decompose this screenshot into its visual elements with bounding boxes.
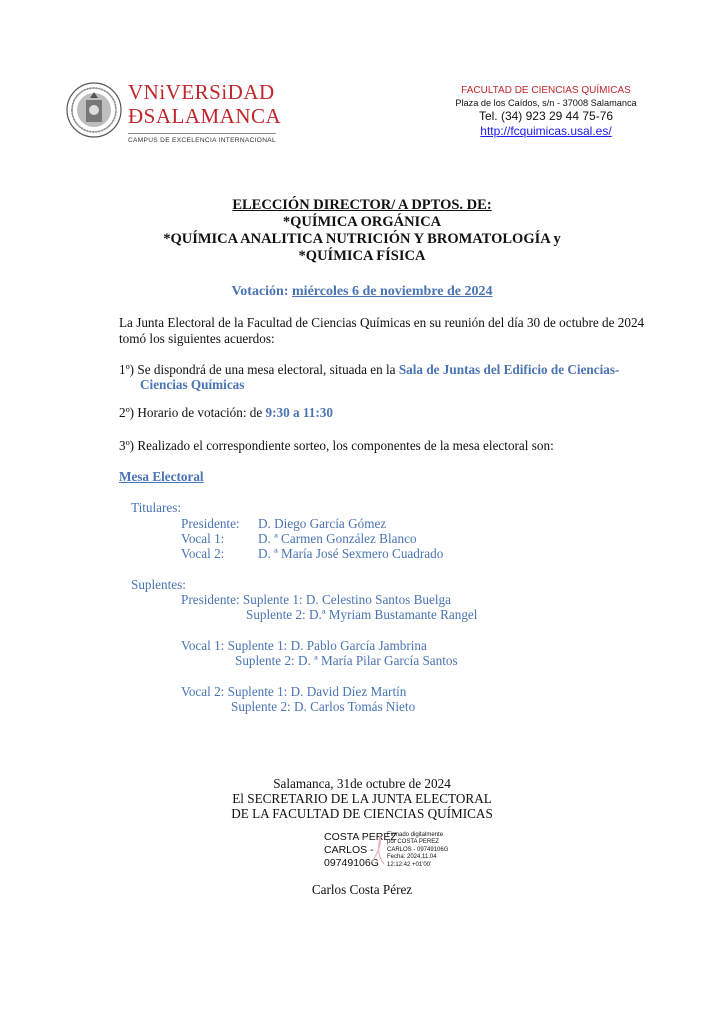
- logo-campus-text: CAMPUS DE EXCELENCIA INTERNACIONAL: [128, 137, 276, 144]
- suplente-presidente-2: Suplente 2: D.ª Myriam Bustamante Rangel: [246, 607, 478, 622]
- logo-text-line1: VNiVERSiDAD: [128, 80, 275, 104]
- university-logo: [66, 78, 282, 150]
- intro-line-2: tomó los siguientes acuerdos:: [119, 331, 275, 346]
- title-line-3: *QUÍMICA ANALITICA NUTRICIÓN Y BROMATOLOGÍA y: [163, 231, 561, 247]
- titular-role: Vocal 1:: [181, 531, 225, 546]
- faculty-header: [446, 85, 646, 138]
- logo-divider: [128, 133, 276, 134]
- signer-role-line-1: El SECRETARIO DE LA JUNTA ELECTORAL: [232, 791, 492, 806]
- titular-role: Presidente:: [181, 516, 240, 531]
- intro-line-1: La Junta Electoral de la Facultad de Ciencias Químicas en su reunión del día 30 de octubre de 2024: [119, 315, 645, 330]
- agreement-1-text: 1º) Se dispondrá de una mesa electoral, situada en la: [119, 362, 399, 377]
- voting-date-line: [0, 284, 724, 300]
- titular-role: Vocal 2:: [181, 546, 225, 561]
- titular-name: D. ª Carmen González Blanco: [258, 531, 417, 546]
- university-seal-icon: [66, 78, 122, 142]
- titulares-label: Titulares:: [131, 500, 182, 515]
- faculty-website-link[interactable]: http://fcquimicas.usal.es/: [480, 124, 612, 138]
- title-line-4: *QUÍMICA FÍSICA: [298, 248, 426, 264]
- suplente-vocal1-2: Suplente 2: D. ª María Pilar García Santos: [235, 653, 458, 668]
- suplente-vocal2-2: Suplente 2: D. Carlos Tomás Nieto: [231, 699, 416, 714]
- agreement-2: [119, 405, 333, 421]
- signer-role-line-2: DE LA FACULTAD DE CIENCIAS QUÍMICAS: [231, 806, 493, 821]
- title-line-1: ELECCIÓN DIRECTOR/ A DPTOS. DE:: [232, 197, 492, 213]
- closing-block: [0, 776, 724, 821]
- agreement-1-place-line-2: Ciencias Químicas: [140, 377, 245, 392]
- intro-paragraph: [119, 315, 644, 347]
- agreement-2-text: 2º) Horario de votación: de: [119, 405, 266, 420]
- agreement-1-place: Sala de Juntas del Edificio de Ciencias-: [398, 362, 620, 377]
- signer-name: Carlos Costa Pérez: [311, 882, 413, 897]
- voting-label: Votación:: [231, 284, 289, 299]
- logo-text-line2: ÐSALAMANCA: [128, 104, 282, 128]
- digital-signature-name: COSTA PEREZ CARLOS - 09749106G: [324, 831, 397, 869]
- suplentes-label: Suplentes:: [131, 577, 186, 592]
- faculty-address: Plaza de los Caídos, s/n - 37008 Salamanca: [455, 98, 637, 108]
- titular-name: D. ª María José Sexmero Cuadrado: [258, 546, 444, 561]
- voting-date: miércoles 6 de noviembre de 2024: [292, 284, 493, 299]
- digital-signature-details: Firmado digitalmente por COSTA PEREZ CARLOS - 09749106G Fecha: 2024.11.04 12:12:42 +01'00': [387, 832, 449, 868]
- faculty-name: FACULTAD DE CIENCIAS QUÍMICAS: [461, 85, 631, 96]
- agreement-3: 3º) Realizado el correspondiente sorteo, los componentes de la mesa electoral son:: [119, 438, 554, 453]
- title-line-2: *QUÍMICA ORGÁNICA: [282, 214, 442, 230]
- mesa-electoral-heading: Mesa Electoral: [119, 469, 204, 484]
- agreement-2-time: 9:30 a 11:30: [265, 405, 333, 420]
- place-date: Salamanca, 31de octubre de 2024: [273, 776, 451, 791]
- titular-name: D. Diego García Gómez: [258, 516, 387, 531]
- agreement-1: [119, 362, 619, 378]
- faculty-phone: Tel. (34) 923 29 44 75-76: [478, 109, 614, 123]
- suplente-presidente-1: Presidente: Suplente 1: D. Celestino Santos Buelga: [181, 592, 451, 607]
- suplente-vocal1-1: Vocal 1: Suplente 1: D. Pablo García Jambrina: [181, 638, 427, 653]
- suplente-vocal2-1: Vocal 2: Suplente 1: D. David Díez Martín: [181, 684, 407, 699]
- document-title: [0, 197, 724, 265]
